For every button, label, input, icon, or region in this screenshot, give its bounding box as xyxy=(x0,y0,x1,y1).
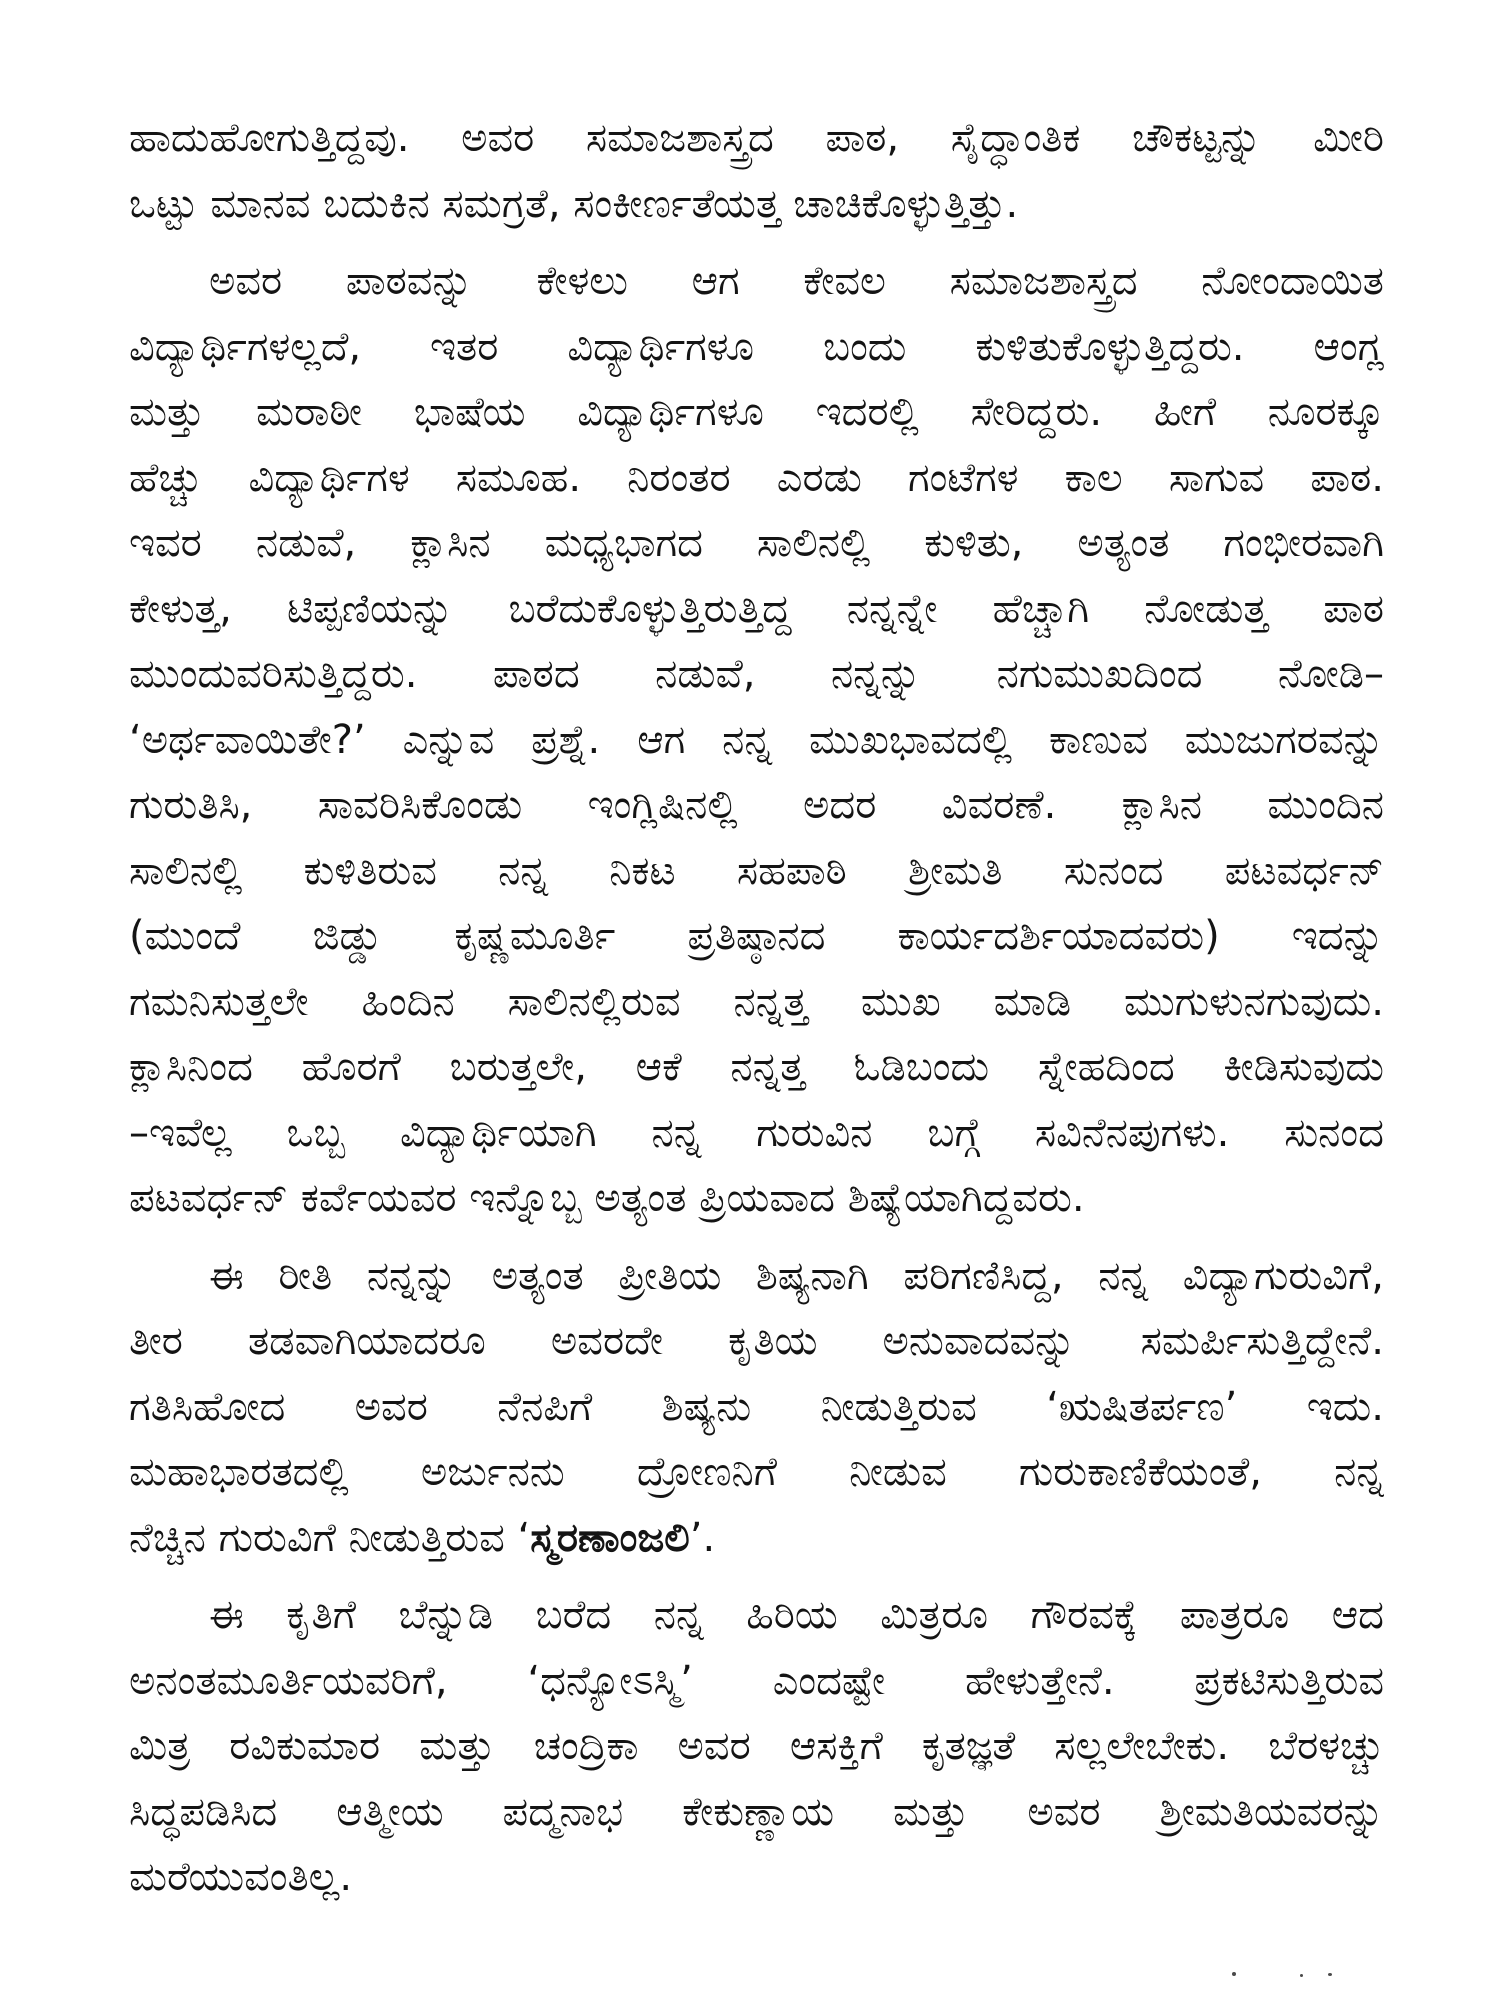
text-line: ಪಟವರ್ಧನ್ ಕರ್ವೆಯವರ ಇನ್ನೊಬ್ಬ ಅತ್ಯಂತ ಪ್ರಿಯವಾದ ಶಿಷ್ಯೆಯಾಗಿದ್ದವರು. xyxy=(129,1175,1085,1221)
text-line: ಅನಂತಮೂರ್ತಿಯವರಿಗೆ, ‘ಧನ್ಯೋಽಸ್ಮಿ’ ಎಂದಷ್ಟೇ ಹೇಳುತ್ತೇನೆ. ಪ್ರಕಟಿಸುತ್ತಿರುವ xyxy=(129,1657,1384,1704)
text-line: ಮುಂದುವರಿಸುತ್ತಿದ್ದರು. ಪಾಠದ ನಡುವೆ, ನನ್ನನ್ನು ನಗುಮುಖದಿಂದ ನೋಡಿ– xyxy=(129,651,1384,697)
text-line: ಮತ್ತು ಮರಾಠೀ ಭಾಷೆಯ ವಿದ್ಯಾರ್ಥಿಗಳೂ ಇದರಲ್ಲಿ ಸೇರಿದ್ದರು. ಹೀಗೆ ನೂರಕ್ಕೂ xyxy=(129,389,1384,435)
text-line: ಹೆಚ್ಚು ವಿದ್ಯಾರ್ಥಿಗಳ ಸಮೂಹ. ನಿರಂತರ ಎರಡು ಗಂಟೆಗಳ ಕಾಲ ಸಾಗುವ ಪಾಠ. xyxy=(129,454,1384,501)
emphasized-term: ಸ್ಮರಣಾಂಜಲಿ xyxy=(530,1514,690,1561)
text-line: ಅವರ ಪಾಠವನ್ನು ಕೇಳಲು ಆಗ ಕೇವಲ ಸಮಾಜಶಾಸ್ತ್ರದ ನೋಂದಾಯಿತ xyxy=(209,258,1384,304)
scan-speck xyxy=(1300,1974,1303,1977)
scan-speck xyxy=(1328,1973,1332,1976)
text-line: ಗುರುತಿಸಿ, ಸಾವರಿಸಿಕೊಂಡು ಇಂಗ್ಲಿಷಿನಲ್ಲಿ ಅದರ ವಿವರಣೆ. ಕ್ಲಾಸಿನ ಮುಂದಿನ xyxy=(129,782,1384,828)
text-line: ಕ್ಲಾಸಿನಿಂದ ಹೊರಗೆ ಬರುತ್ತಲೇ, ಆಕೆ ನನ್ನತ್ತ ಓಡಿಬಂದು ಸ್ನೇಹದಿಂದ ಕೀಡಿಸುವುದು xyxy=(129,1044,1384,1090)
text-line: ಈ ಕೃತಿಗೆ ಬೆನ್ನುಡಿ ಬರೆದ ನನ್ನ ಹಿರಿಯ ಮಿತ್ರರೂ ಗೌರವಕ್ಕೆ ಪಾತ್ರರೂ ಆದ xyxy=(209,1592,1384,1638)
text-line: ಗತಿಸಿಹೋದ ಅವರ ನೆನಪಿಗೆ ಶಿಷ್ಯನು ನೀಡುತ್ತಿರುವ ‘ಋಷಿತರ್ಪಣ’ ಇದು. xyxy=(129,1383,1384,1430)
text-line: ತೀರ ತಡವಾಗಿಯಾದರೂ ಅವರದೇ ಕೃತಿಯ ಅನುವಾದವನ್ನು ಸಮರ್ಪಿಸುತ್ತಿದ್ದೇನೆ. xyxy=(129,1318,1384,1364)
text-line xyxy=(129,1506,1384,1572)
line-text-before: ನೆಚ್ಚಿನ ಗುರುವಿಗೆ ನೀಡುತ್ತಿರುವ ‘ xyxy=(129,1514,531,1561)
text-line: ವಿದ್ಯಾರ್ಥಿಗಳಲ್ಲದೆ, ಇತರ ವಿದ್ಯಾರ್ಥಿಗಳೂ ಬಂದು ಕುಳಿತುಕೊಳ್ಳುತ್ತಿದ್ದರು. ಆಂಗ್ಲ xyxy=(129,323,1384,370)
text-line: ಇವರ ನಡುವೆ, ಕ್ಲಾಸಿನ ಮಧ್ಯಭಾಗದ ಸಾಲಿನಲ್ಲಿ ಕುಳಿತು, ಅತ್ಯಂತ ಗಂಭೀರವಾಗಿ xyxy=(129,520,1384,566)
scan-speck xyxy=(1232,1972,1236,1976)
text-line: ಹಾದುಹೋಗುತ್ತಿದ್ದವು. ಅವರ ಸಮಾಜಶಾಸ್ತ್ರದ ಪಾಠ, ಸೈದ್ಧಾಂತಿಕ ಚೌಕಟ್ಟನ್ನು ಮೀರಿ xyxy=(129,115,1384,161)
text-line: ಮರೆಯುವಂತಿಲ್ಲ. xyxy=(129,1854,353,1900)
text-line: ಸಿದ್ಧಪಡಿಸಿದ ಆತ್ಮೀಯ ಪದ್ಮನಾಭ ಕೇಕುಣ್ಣಾಯ ಮತ್ತು ಅವರ ಶ್ರೀಮತಿಯವರನ್ನು xyxy=(129,1788,1384,1835)
text-line: ಸಾಲಿನಲ್ಲಿ ಕುಳಿತಿರುವ ನನ್ನ ನಿಕಟ ಸಹಪಾಠಿ ಶ್ರೀಮತಿ ಸುನಂದ ಪಟವರ್ಧನ್ xyxy=(129,847,1384,894)
paragraph-2 xyxy=(129,249,1384,1232)
text-line: ಗಮನಿಸುತ್ತಲೇ ಹಿಂದಿನ ಸಾಲಿನಲ್ಲಿರುವ ನನ್ನತ್ತ ಮುಖ ಮಾಡಿ ಮುಗುಳುನಗುವುದು. xyxy=(129,978,1384,1025)
text-line: ಕೇಳುತ್ತ, ಟಿಪ್ಪಣಿಯನ್ನು ಬರೆದುಕೊಳ್ಳುತ್ತಿರುತ್ತಿದ್ದ ನನ್ನನ್ನೇ ಹೆಚ್ಚಾಗಿ ನೋಡುತ್ತ ಪಾಠ xyxy=(129,585,1384,632)
text-line: –ಇವೆಲ್ಲ ಒಬ್ಬ ವಿದ್ಯಾರ್ಥಿಯಾಗಿ ನನ್ನ ಗುರುವಿನ ಬಗ್ಗೆ ಸವಿನೆನಪುಗಳು. ಸುನಂದ xyxy=(129,1109,1384,1156)
text-line: ಈ ರೀತಿ ನನ್ನನ್ನು ಅತ್ಯಂತ ಪ್ರೀತಿಯ ಶಿಷ್ಯನಾಗಿ ಪರಿಗಣಿಸಿದ್ದ, ನನ್ನ ವಿದ್ಯಾಗುರುವಿಗೆ, xyxy=(209,1252,1384,1299)
text-line: ಮಹಾಭಾರತದಲ್ಲಿ ಅರ್ಜುನನು ದ್ರೋಣನಿಗೆ ನೀಡುವ ಗುರುಕಾಣಿಕೆಯಂತೆ, ನನ್ನ xyxy=(129,1449,1384,1495)
paragraph-1 xyxy=(129,106,1384,237)
paragraph-4 xyxy=(129,1583,1384,1911)
paragraph-3 xyxy=(129,1244,1384,1572)
text-line: ಮಿತ್ರ ರವಿಕುಮಾರ ಮತ್ತು ಚಂದ್ರಿಕಾ ಅವರ ಆಸಕ್ತಿಗೆ ಕೃತಜ್ಞತೆ ಸಲ್ಲಲೇಬೇಕು. ಬೆರಳಚ್ಚು xyxy=(129,1723,1384,1769)
text-line: (ಮುಂದೆ ಜಿಡ್ಡು ಕೃಷ್ಣಮೂರ್ತಿ ಪ್ರತಿಷ್ಠಾನದ ಕಾರ್ಯದರ್ಶಿಯಾದವರು) ಇದನ್ನು xyxy=(129,913,1384,959)
text-line: ‘ಅರ್ಥವಾಯಿತೇ?’ ಎನ್ನುವ ಪ್ರಶ್ನೆ. ಆಗ ನನ್ನ ಮುಖಭಾವದಲ್ಲಿ ಕಾಣುವ ಮುಜುಗರವನ್ನು xyxy=(129,716,1384,763)
line-text-after: ’. xyxy=(689,1514,716,1561)
text-line: ಒಟ್ಟು ಮಾನವ ಬದುಕಿನ ಸಮಗ್ರತೆ, ಸಂಕೀರ್ಣತೆಯತ್ತ ಚಾಚಿಕೊಳ್ಳುತ್ತಿತ್ತು. xyxy=(129,180,1019,227)
